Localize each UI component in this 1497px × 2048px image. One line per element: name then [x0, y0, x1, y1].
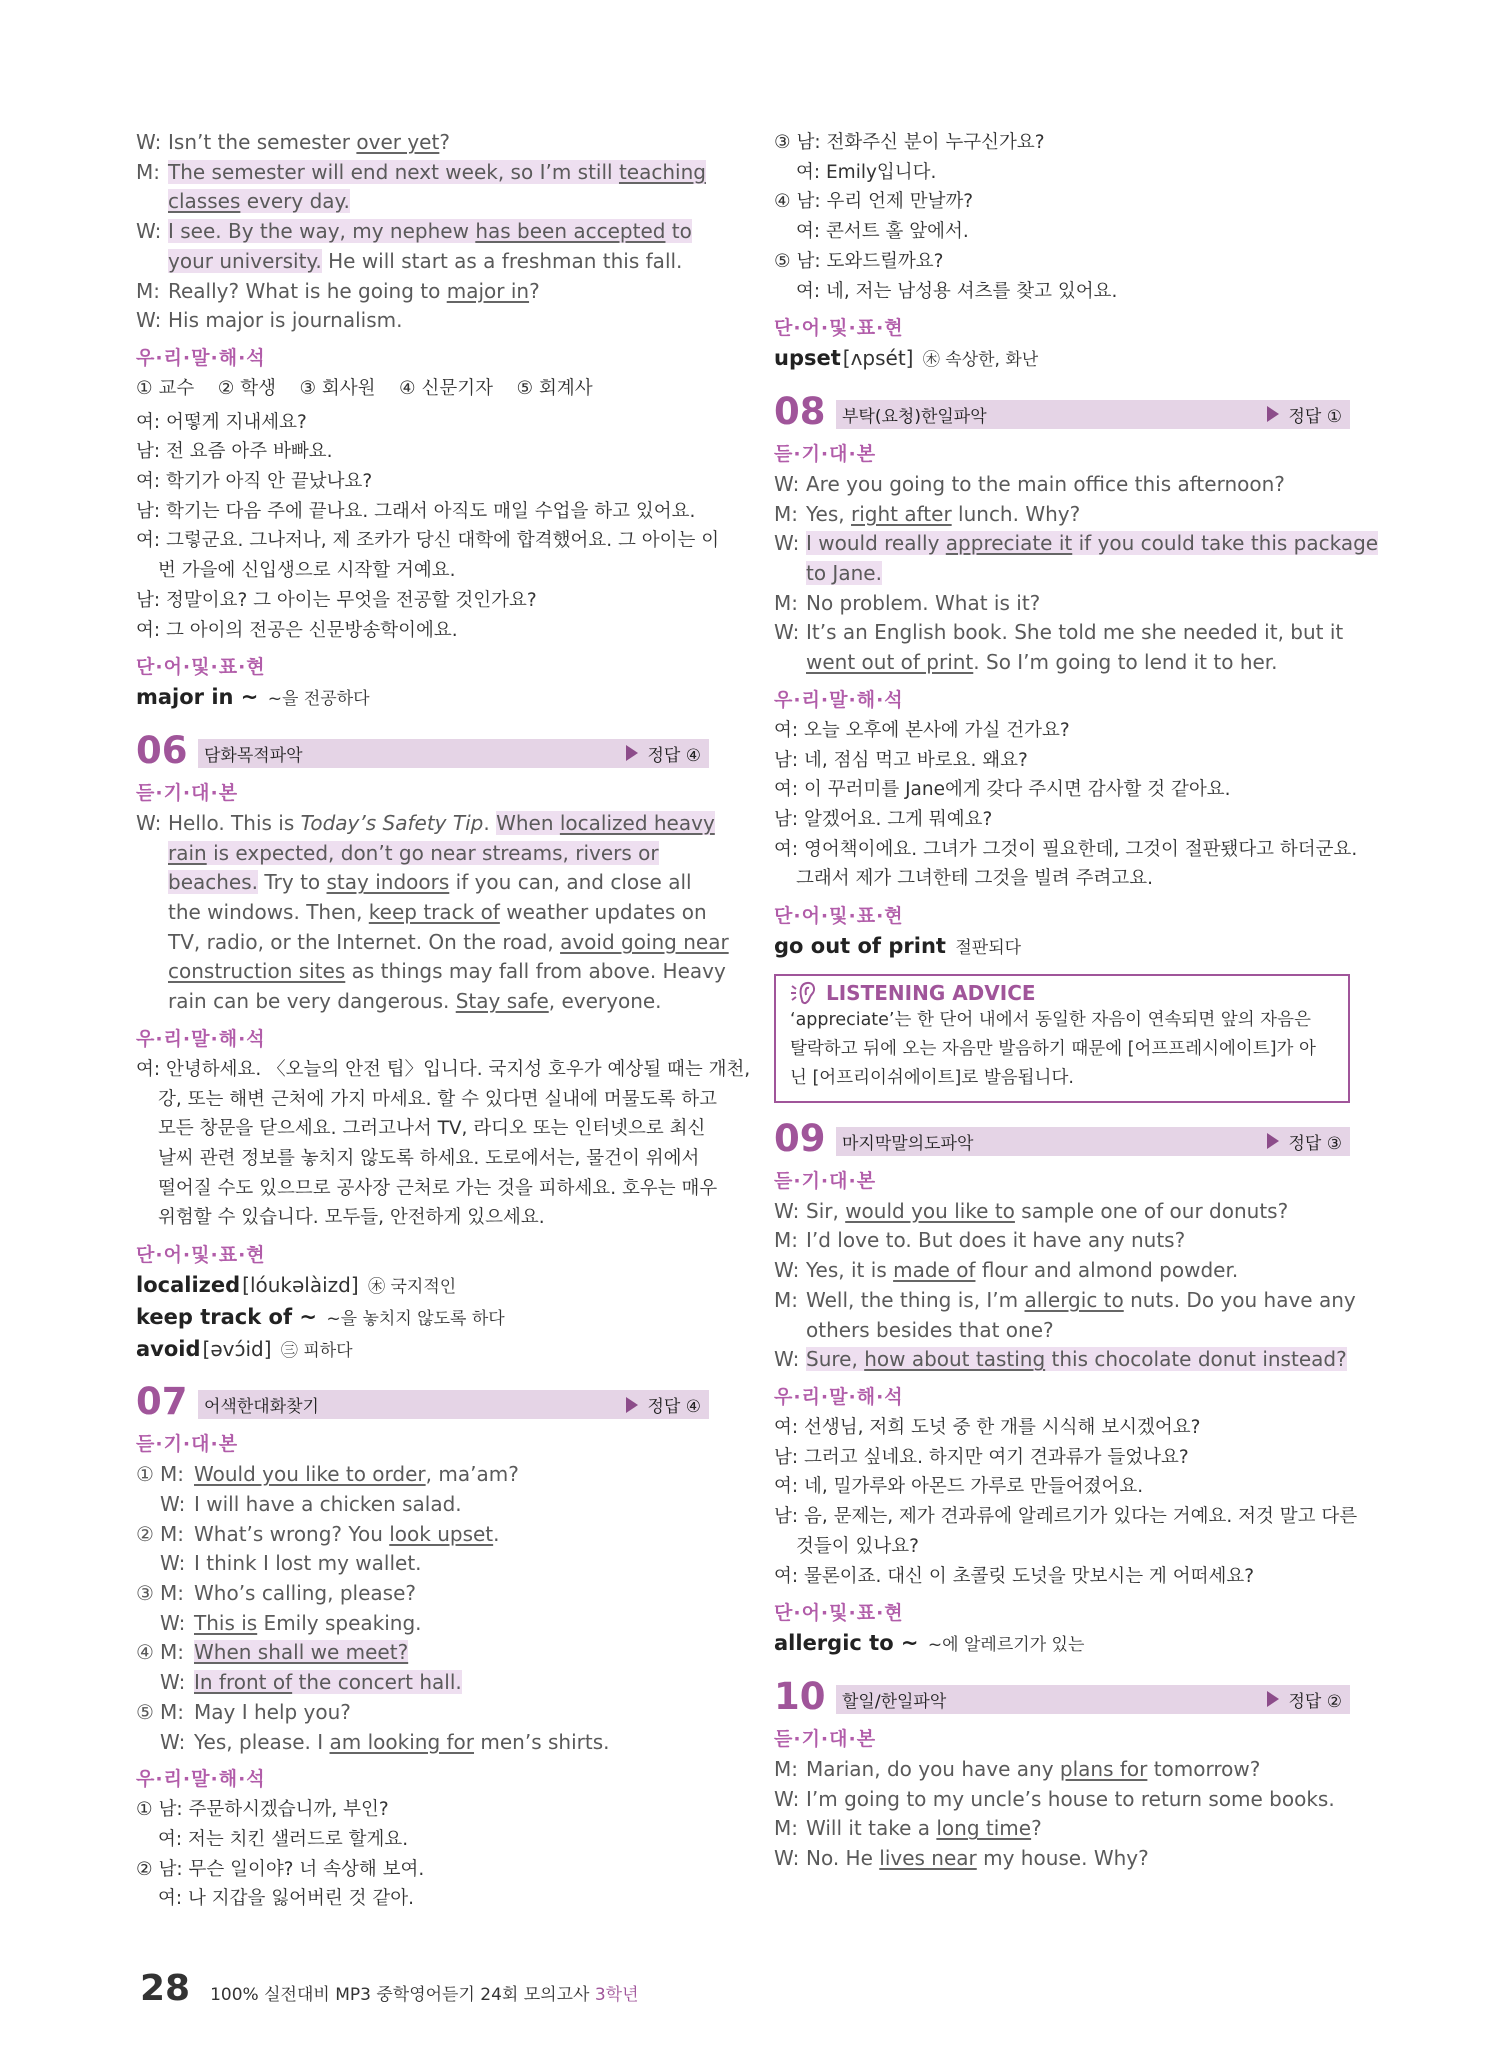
speaker-label: M: [160, 1699, 184, 1724]
item-number [136, 1549, 160, 1579]
dialogue-text: Sure, how about tasting this chocolate donut instead? [806, 1347, 1347, 1372]
dialogue-line [774, 500, 1350, 530]
dialogue-line [136, 1579, 709, 1609]
translation-line: 여: 학기가 아직 안 끝났나요? [136, 471, 373, 493]
dialogue-text: I think I lost my wallet. [194, 1551, 422, 1576]
speaker-label: M: [774, 1756, 798, 1781]
translation-line: 여: 어떻게 지내세요? [136, 411, 307, 433]
dialogue-text: to Jane. [806, 561, 882, 586]
dialogue-line [774, 1785, 1350, 1815]
dialogue-line [136, 1728, 709, 1758]
dialogue-line [136, 1668, 709, 1698]
translation-line: 여: 안녕하세요. 〈오늘의 안전 팁〉입니다. 국지성 호우가 예상될 때는 개천, [136, 1058, 751, 1080]
section-label-translation: 우·리·말·해·석 [774, 1385, 904, 1408]
vocab-phonetic: [əvɔ́id] [202, 1336, 272, 1361]
dialogue-text: your university. He will start as a freshman this fall. [168, 248, 683, 273]
translation-line: 여: 이 꾸러미를 Jane에게 갖다 주시면 감사할 것 같아요. [774, 779, 1231, 801]
speaker-label: M: [160, 1581, 184, 1606]
dialogue-line [774, 648, 1350, 678]
ear-icon [790, 980, 818, 1006]
translation-line: 떨어질 수도 있으므로 공사장 근처로 가는 것을 피하세요. 호우는 매우 [158, 1177, 718, 1199]
q09-header [774, 1113, 1350, 1159]
q10-script [774, 1755, 1350, 1874]
q06-script [136, 809, 729, 1017]
dialogue-line [136, 839, 709, 869]
listening-advice-title: LISTENING ADVICE [826, 980, 1036, 1005]
dialogue-line [774, 1286, 1356, 1316]
dialogue-text: I will have a chicken salad. [194, 1491, 462, 1516]
speaker-label: W: [774, 1258, 800, 1283]
translation-line: 번 가을에 신입생으로 시작할 거예요. [158, 560, 456, 582]
section-label-script: 듣·기·대·본 [774, 1727, 877, 1750]
q05-dialogue [136, 128, 709, 336]
speaker-label [774, 1316, 806, 1346]
q10-title: 할일/한일파악 [842, 1691, 947, 1712]
answer-triangle-icon [1267, 1691, 1279, 1707]
footer-title-text: 100% 실전대비 MP3 중학영어듣기 24회 모의고사 [210, 1985, 590, 2005]
footer-book-title [210, 1980, 638, 2005]
q10-title-bar [836, 1685, 1350, 1714]
vocab-phonetic: [ʌpsét] [842, 346, 914, 371]
translation-line: 그래서 제가 그녀한테 그것을 빌려 주려고요. [796, 868, 1153, 890]
dialogue-text: rain can be very dangerous. Stay safe, everyone. [168, 989, 662, 1014]
listening-advice-header [790, 980, 1336, 1006]
dialogue-line [136, 187, 709, 217]
speaker-label: W: [160, 1729, 186, 1754]
section-label-translation: 우·리·말·해·석 [136, 346, 266, 369]
q08-script [774, 470, 1379, 678]
speaker-label: M: [160, 1521, 184, 1546]
section-label-words: 단·어·및·표·현 [136, 656, 266, 679]
listening-advice-box [774, 974, 1350, 1103]
dialogue-text: No. He lives near my house. Why? [806, 1846, 1149, 1871]
dialogue-text: rain is expected, don’t go near streams, rivers or [168, 840, 659, 865]
dialogue-line [136, 1549, 709, 1579]
dialogue-text: What’s wrong? You look upset. [194, 1521, 500, 1546]
dialogue-line [136, 306, 709, 336]
dialogue-text: Yes, it is made of flour and almond powder. [806, 1258, 1239, 1283]
q09-words [774, 1629, 1350, 1661]
q08-answer [1267, 402, 1343, 427]
dialogue-line [774, 1755, 1350, 1785]
translation-line: 여: 물론이죠. 대신 이 초콜릿 도넛을 맛보시는 게 어떠세요? [774, 1565, 1255, 1587]
page-footer [140, 1968, 639, 2009]
q07-script [136, 1460, 709, 1757]
vocab-entry [136, 1303, 709, 1335]
q07-answer-text: 정답 ④ [647, 1397, 701, 1418]
answer-triangle-icon [626, 1397, 638, 1413]
translation-line: ② 남: 무슨 일이야? 너 속상해 보여. [136, 1858, 425, 1880]
section-label-translation: 우·리·말·해·석 [136, 1027, 266, 1050]
q10-answer [1267, 1687, 1343, 1712]
section-label-script: 듣·기·대·본 [774, 1169, 877, 1192]
speaker-label: W: [774, 1198, 800, 1223]
dialogue-text: classes every day. [168, 189, 350, 214]
q09-answer-text: 정답 ③ [1288, 1133, 1342, 1154]
item-number: ⑤ [136, 1699, 154, 1724]
speaker-label [136, 839, 168, 869]
section-label-script: 듣·기·대·본 [774, 442, 877, 465]
q07-title: 어색한대화찾기 [204, 1397, 319, 1418]
translation-line: 강, 또는 해변 근처에 가지 마세요. 할 수 있다면 실내에 머물도록 하고 [158, 1088, 717, 1110]
item-number [136, 1490, 160, 1520]
dialogue-text: went out of print. So I’m going to lend it to her. [806, 650, 1278, 675]
dialogue-line [774, 1197, 1350, 1227]
dialogue-text: May I help you? [194, 1699, 351, 1724]
dialogue-text: It’s an English book. She told me she needed it, but it [806, 620, 1344, 645]
speaker-label: M: [774, 1287, 798, 1312]
vocab-entry [136, 1271, 709, 1303]
q10-number: 10 [774, 1674, 826, 1718]
section-label-translation: 우·리·말·해·석 [774, 688, 904, 711]
item-number [136, 1728, 160, 1758]
speaker-label [136, 957, 168, 987]
translation-line: 여: 그렇군요. 그나저나, 제 조카가 당신 대학에 합격했어요. 그 아이는 이 [136, 530, 720, 552]
vocab-meaning: ~을 전공하다 [262, 689, 370, 710]
speaker-label: W: [160, 1551, 186, 1576]
dialogue-line [774, 1814, 1350, 1844]
q06-translation [136, 1055, 751, 1233]
vocab-word: go out of print [774, 934, 946, 959]
vocab-phonetic: [lóukəlàizd] [242, 1273, 359, 1298]
dialogue-text: I see. By the way, my nephew has been accepted to [168, 219, 692, 244]
q05-translation [136, 408, 720, 646]
dialogue-line [136, 809, 715, 839]
dialogue-text: Really? What is he going to major in? [168, 278, 540, 303]
q05-words [136, 683, 709, 715]
translation-line: ④ 남: 우리 언제 만날까? [774, 191, 974, 213]
dialogue-text: the windows. Then, keep track of weather updates on [168, 900, 707, 925]
translation-line: 남: 음, 문제는, 제가 견과류에 알레르기가 있다는 거예요. 저것 말고 다른 [774, 1506, 1358, 1528]
speaker-label: M: [160, 1462, 184, 1487]
section-label-script: 듣·기·대·본 [136, 1433, 239, 1456]
translation-line: 남: 알겠어요. 그게 뭐예요? [774, 808, 993, 830]
q09-answer [1267, 1129, 1343, 1154]
translation-line: 여: 선생님, 저희 도넛 중 한 개를 시식해 보시겠어요? [774, 1416, 1201, 1438]
dialogue-text: I’d love to. But does it have any nuts? [806, 1228, 1186, 1253]
translation-line: ⑤ 남: 도와드릴까요? [774, 250, 944, 272]
dialogue-line [774, 470, 1350, 500]
dialogue-text: Well, the thing is, I’m allergic to nuts. Do you have any [806, 1287, 1356, 1312]
speaker-label: M: [774, 501, 798, 526]
dialogue-line [774, 1844, 1350, 1874]
item-number [136, 1668, 160, 1698]
speaker-label [136, 247, 168, 277]
dialogue-line [774, 618, 1350, 648]
dialogue-line [136, 217, 709, 247]
section-label-translation: 우·리·말·해·석 [136, 1768, 266, 1791]
dialogue-line [136, 277, 709, 307]
dialogue-line [136, 1460, 709, 1490]
answer-triangle-icon [1267, 1133, 1279, 1149]
q06-words [136, 1271, 709, 1366]
dialogue-text: others besides that one? [806, 1317, 1054, 1342]
q06-answer [626, 741, 702, 766]
q08-header [774, 386, 1350, 432]
speaker-label: W: [774, 1347, 800, 1372]
dialogue-text: I’m going to my uncle’s house to return some books. [806, 1786, 1335, 1811]
item-number: ② [136, 1521, 154, 1546]
speaker-label [136, 868, 168, 898]
q09-script [774, 1197, 1356, 1375]
speaker-label: M: [774, 590, 798, 615]
dialogue-line [136, 1490, 709, 1520]
dialogue-text: Would you like to order, ma’am? [194, 1462, 519, 1487]
vocab-word: keep track of ~ [136, 1304, 317, 1329]
speaker-label: W: [774, 471, 800, 496]
speaker-label: W: [160, 1610, 186, 1635]
q08-answer-text: 정답 ① [1288, 406, 1342, 427]
dialogue-text: Will it take a long time? [806, 1816, 1042, 1841]
dialogue-line [774, 559, 1350, 589]
dialogue-text: Marian, do you have any plans for tomorrow? [806, 1756, 1261, 1781]
q08-title: 부탁(요청)한일파악 [842, 406, 987, 427]
translation-line: 여: Emily입니다. [796, 161, 937, 183]
vocab-entry [136, 1335, 709, 1367]
q06-answer-text: 정답 ④ [647, 745, 701, 766]
section-label-script: 듣·기·대·본 [136, 781, 239, 804]
vocab-meaning: ㊂ 피하다 [275, 1340, 353, 1361]
answer-triangle-icon [626, 745, 638, 761]
dialogue-line [774, 1345, 1350, 1375]
translation-line: 여: 영어책이에요. 그녀가 그것이 필요한데, 그것이 절판됐다고 하더군요. [774, 838, 1358, 860]
dialogue-line [136, 1698, 709, 1728]
speaker-label [136, 987, 168, 1017]
item-number: ④ [136, 1640, 154, 1665]
speaker-label: M: [136, 159, 160, 184]
dialogue-line [136, 987, 709, 1017]
vocab-meaning: ~을 놓치지 않도록 하다 [321, 1308, 505, 1329]
dialogue-text: beaches. Try to stay indoors if you can, and close all [168, 870, 692, 895]
q07-answer [626, 1392, 702, 1417]
translation-line: 여: 네, 밀가루와 아몬드 가루로 만들어졌어요. [774, 1476, 1144, 1498]
translation-line: 위험할 수 있습니다. 모두들, 안전하게 있으세요. [158, 1207, 545, 1229]
translation-line: 남: 그러고 싶네요. 하지만 여기 견과류가 들었나요? [774, 1446, 1189, 1468]
translation-line: 여: 그 아이의 전공은 신문방송학이에요. [136, 619, 458, 641]
q06-title-bar [198, 739, 709, 768]
q09-number: 09 [774, 1116, 826, 1160]
dialogue-line [774, 1226, 1350, 1256]
dialogue-line [774, 1316, 1350, 1346]
dialogue-text: His major is journalism. [168, 308, 403, 333]
q10-header [774, 1671, 1350, 1717]
translation-line: 남: 학기는 다음 주에 끝나요. 그래서 아직도 매일 수업을 하고 있어요. [136, 500, 696, 522]
vocab-word: allergic to ~ [774, 1631, 919, 1656]
q09-title: 마지막말의도파악 [842, 1133, 974, 1154]
translation-line: 남: 전 요즘 아주 바빠요. [136, 441, 333, 463]
dialogue-text: Isn’t the semester over yet? [168, 130, 450, 154]
translation-line: 남: 네, 점심 먹고 바로요. 왜요? [774, 749, 1028, 771]
translation-line: 모든 창문을 닫으세요. 그러고나서 TV, 라디오 또는 인터넷으로 최신 [158, 1118, 706, 1140]
speaker-label [136, 187, 168, 217]
q07-translation-right [774, 128, 1350, 306]
translation-line: 여: 나 지갑을 잃어버린 것 같아. [158, 1888, 414, 1910]
dialogue-text: Are you going to the main office this afternoon? [806, 471, 1285, 496]
q08-translation [774, 716, 1358, 894]
vocab-meaning: 절판되다 [949, 938, 1022, 959]
q10-answer-text: 정답 ② [1288, 1691, 1342, 1712]
speaker-label: W: [774, 531, 800, 556]
q06-number: 06 [136, 728, 188, 772]
q07-words [774, 344, 1350, 376]
dialogue-text: Yes, please. I am looking for men’s shirts. [194, 1729, 610, 1754]
dialogue-line [136, 1520, 709, 1550]
translation-line: ① 남: 주문하시겠습니까, 부인? [136, 1799, 389, 1821]
dialogue-text: Who’s calling, please? [194, 1581, 416, 1606]
speaker-label [136, 928, 168, 958]
q09-translation [774, 1413, 1358, 1591]
dialogue-text: The semester will end next week, so I’m still teaching [168, 159, 706, 184]
answer-triangle-icon [1267, 406, 1279, 422]
speaker-label [774, 559, 806, 589]
dialogue-line [774, 529, 1379, 559]
item-number: ③ [136, 1581, 154, 1606]
speaker-label: W: [136, 130, 162, 154]
speaker-label: W: [136, 308, 162, 333]
speaker-label [136, 898, 168, 928]
speaker-label: W: [136, 219, 162, 244]
right-column [774, 128, 1379, 1874]
dialogue-text: construction sites as things may fall from above. Heavy [168, 959, 726, 984]
vocab-entry [774, 344, 1350, 376]
q07-header [136, 1376, 709, 1422]
section-label-words: 단·어·및·표·현 [774, 905, 904, 928]
speaker-label: M: [774, 1228, 798, 1253]
advice-line: 탈락하고 뒤에 오는 자음만 발음하기 때문에 [어프프레시에이트]가 아 [790, 1038, 1316, 1059]
translation-line: 여: 네, 저는 남성용 셔츠를 찾고 있어요. [796, 280, 1118, 302]
q08-title-bar [836, 400, 1350, 429]
vocab-entry [136, 683, 709, 715]
speaker-label: W: [774, 1786, 800, 1811]
dialogue-line [136, 928, 729, 958]
translation-line: 여: 오늘 오후에 본사에 가실 건가요? [774, 719, 1070, 741]
q07-translation-left [136, 1795, 709, 1914]
section-label-words: 단·어·및·표·현 [774, 317, 904, 340]
dialogue-text: Hello. This is Today’s Safety Tip. When localized heavy [168, 810, 715, 835]
section-label-words: 단·어·및·표·현 [136, 1244, 266, 1267]
vocab-meaning: ㊍ 속상한, 화난 [917, 350, 1039, 371]
advice-line: ‘appreciate’는 한 단어 내에서 동일한 자음이 연속되면 앞의 자음은 [790, 1009, 1311, 1030]
translation-line: 것들이 있나요? [796, 1535, 919, 1557]
q07-number: 07 [136, 1380, 188, 1424]
dialogue-line [136, 128, 709, 158]
speaker-label: W: [774, 1846, 800, 1871]
dialogue-text: In front of the concert hall. [194, 1670, 462, 1695]
vocab-word: major in ~ [136, 685, 259, 710]
dialogue-line [774, 1256, 1350, 1286]
translation-line: 날씨 관련 정보를 놓치지 않도록 하세요. 도로에서는, 물건이 위에서 [158, 1147, 700, 1169]
speaker-label: M: [774, 1816, 798, 1841]
dialogue-text: No problem. What is it? [806, 590, 1041, 615]
item-number [136, 1609, 160, 1639]
q08-number: 08 [774, 389, 826, 433]
vocab-word: localized [136, 1273, 241, 1298]
dialogue-line [136, 957, 726, 987]
speaker-label: W: [160, 1491, 186, 1516]
dialogue-line [136, 898, 709, 928]
q05-options: ① 교수 ② 학생 ③ 회사원 ④ 신문기자 ⑤ 회계사 [136, 377, 593, 399]
speaker-label [774, 648, 806, 678]
vocab-meaning: ㊍ 국지적인 [362, 1277, 457, 1298]
left-column [136, 128, 751, 1914]
dialogue-text: TV, radio, or the Internet. On the road, avoid going near [168, 929, 729, 954]
section-label-words: 단·어·및·표·현 [774, 1602, 904, 1625]
translation-line: 여: 저는 치킨 샐러드로 할게요. [158, 1828, 409, 1850]
dialogue-text: I would really appreciate it if you could take this package [806, 531, 1379, 556]
q06-title: 담화목적파악 [204, 745, 303, 766]
dialogue-line [136, 158, 709, 188]
vocab-word: avoid [136, 1336, 201, 1361]
translation-line: 남: 정말이요? 그 아이는 무엇을 전공할 것인가요? [136, 589, 537, 611]
translation-line: 여: 콘서트 홀 앞에서. [796, 221, 969, 243]
footer-grade: 3학년 [594, 1985, 639, 2005]
vocab-meaning: ~에 알레르기가 있는 [922, 1635, 1085, 1656]
dialogue-text: Yes, right after lunch. Why? [806, 501, 1081, 526]
vocab-entry [774, 932, 1350, 964]
dialogue-text: When shall we meet? [194, 1640, 409, 1665]
dialogue-line [774, 589, 1350, 619]
q06-header [136, 725, 709, 771]
speaker-label: W: [160, 1670, 186, 1695]
speaker-label: M: [136, 278, 160, 303]
vocab-entry [774, 1629, 1350, 1661]
listening-advice-body [790, 1006, 1336, 1093]
page-number: 28 [140, 1968, 191, 2009]
dialogue-line [136, 1609, 709, 1639]
speaker-label: W: [774, 620, 800, 645]
translation-line: ③ 남: 전화주신 분이 누구신가요? [774, 132, 1045, 153]
vocab-word: upset [774, 346, 841, 371]
q09-title-bar [836, 1127, 1350, 1156]
item-number: ① [136, 1462, 154, 1487]
dialogue-text: Sir, would you like to sample one of our donuts? [806, 1198, 1289, 1223]
advice-line: 닌 [어프리이쉬에이트]로 발음됩니다. [790, 1067, 1074, 1088]
dialogue-line [136, 1638, 709, 1668]
q08-words [774, 932, 1350, 964]
q07-title-bar [198, 1390, 709, 1419]
dialogue-line [136, 868, 709, 898]
dialogue-text: This is Emily speaking. [194, 1610, 422, 1635]
speaker-label: W: [136, 810, 162, 835]
speaker-label: M: [160, 1640, 184, 1665]
dialogue-line [136, 247, 709, 277]
